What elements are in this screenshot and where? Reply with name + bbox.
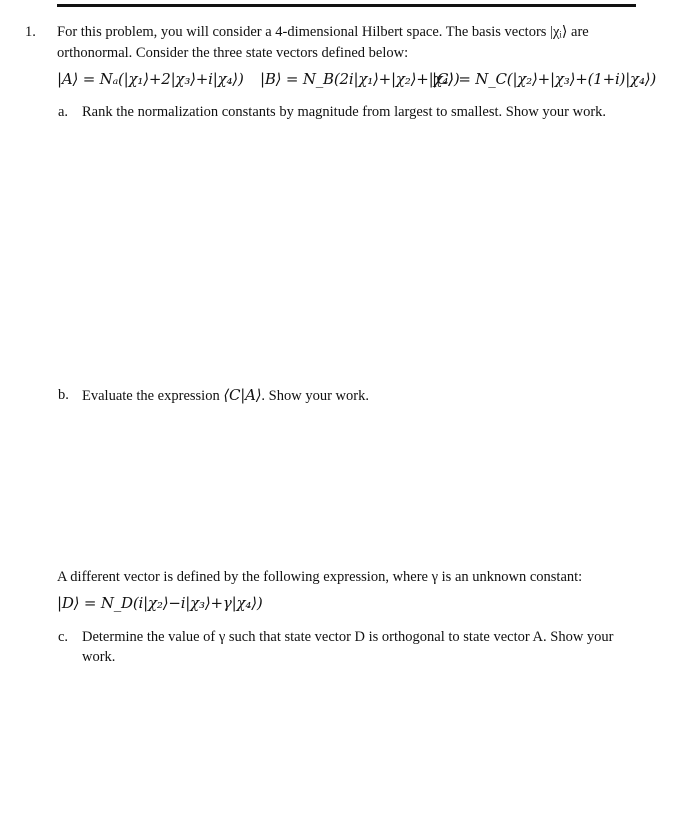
new-vector-intro: A different vector is defined by the following expression, where γ is an unknown constant:	[57, 569, 583, 585]
problem-number: 1.	[25, 24, 36, 40]
part-c-label: c.	[58, 629, 69, 645]
part-b-text-after: . Show your work.	[261, 388, 369, 404]
equation-state-c: |C⟩ = N_C(|χ₂⟩+|χ₃⟩+(1+i)|χ₄⟩)	[432, 70, 657, 88]
part-b-label: b.	[58, 387, 69, 403]
top-rule	[57, 4, 636, 7]
part-a-question: Rank the normalization constants by magnitude from largest to smallest. Show your work.	[82, 104, 607, 120]
intro-line-2: orthonormal. Consider the three state vectors defined below:	[57, 45, 409, 61]
part-b-expression: ⟨C|A⟩	[223, 386, 262, 404]
equation-state-b: |B⟩ = N_B(2i|χ₁⟩+|χ₂⟩+|χ₄⟩)	[260, 70, 460, 88]
part-b-text-before: Evaluate the expression	[82, 388, 220, 404]
part-a-label: a.	[58, 104, 69, 120]
intro-line-1: For this problem, you will consider a 4-dimensional Hilbert space. The basis vectors |χᵢ⟩ are	[57, 24, 589, 40]
equation-state-a: |A⟩ = Nₐ(|χ₁⟩+2|χ₃⟩+i|χ₄⟩)	[57, 70, 244, 88]
part-b-question	[82, 385, 369, 406]
equation-state-d: |D⟩ = N_D(i|χ₂⟩−i|χ₃⟩+γ|χ₄⟩)	[57, 594, 263, 612]
part-c-question: Determine the value of γ such that state vector D is orthogonal to state vector A. Show your work.	[82, 629, 614, 665]
